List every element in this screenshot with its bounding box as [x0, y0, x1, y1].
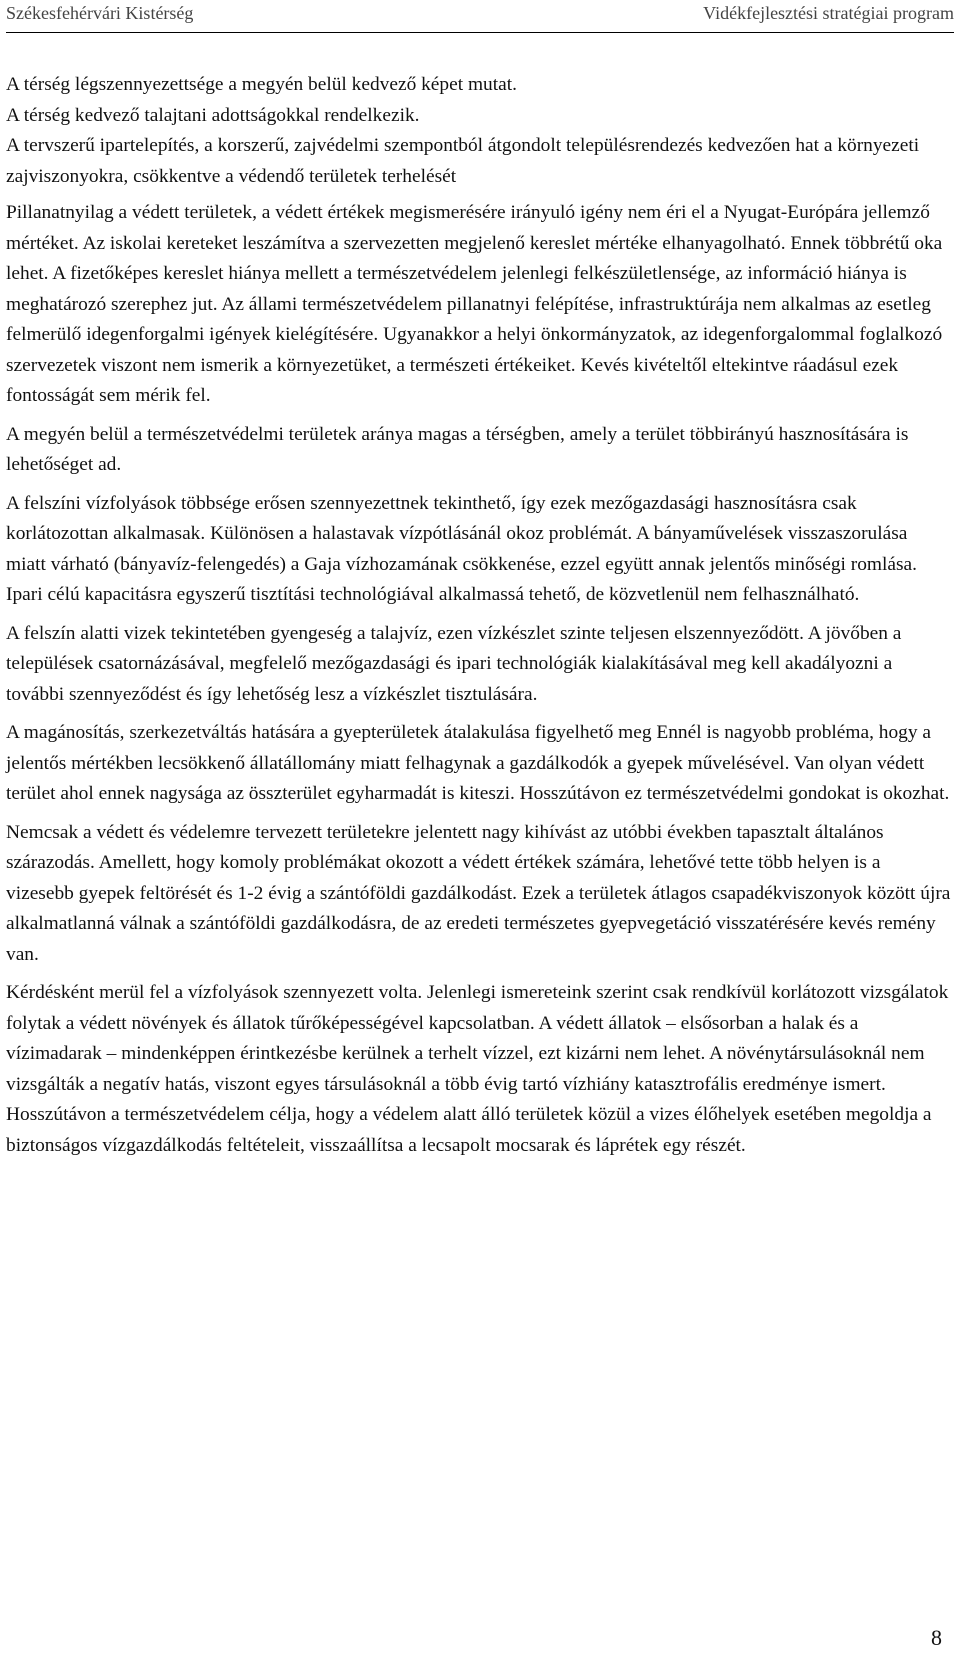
paragraph: A térség légszennyezettsége a megyén belül kedvező képet mutat.	[6, 74, 517, 95]
paragraph: Ipari célú kapacitásra egyszerű tisztítási technológiával alkalmassá tehető, de közvetlenül nem felhasználható.	[6, 584, 860, 605]
paragraph: A magánosítás, szerkezetváltás hatására a gyepterületek átalakulása figyelhető meg Ennél is nagyobb probléma, hogy a jelentős mértékben lecsökkenő állatállomány miatt felhagynak a gazdálkodók a gyepek művelésével. Van olyan védett terület ahol ennek nagysága az összterület egyharmadát is kiteszi. Hosszútávon ez természetvédelmi gondokat is okozhat.	[6, 722, 950, 804]
paragraph: Pillanatnyilag a védett területek, a védett értékek megismerésére irányuló igény nem éri el a Nyugat-Európára jellemző mértéket. Az iskolai kereteket leszámítva a szervezetten megjelenő kereslet mértéke elhanyagolható. Ennek többrétű oka lehet. A fizetőképes kereslet hiánya mellett a természetvédelem jelenlegi felkészületlensége, az információ hiánya is meghatározó szerephez jut. Az állami természetvédelem pillanatnyi felépítése, infrastruktúrája nem alkalmas az esetleg felmerülő idegenforgalmi igények kielégítésére. Ugyanakkor a helyi önkormányzatok, az idegenforgalommal foglalkozó szervezetek viszont nem ismerik a környezetüket, a természeti értékeiket. Kevés kivételtől eltekintve ráadásul ezek fontosságát sem mérik fel.	[6, 202, 943, 406]
page-header	[6, 0, 954, 33]
header-right-title: Vidékfejlesztési stratégiai program	[703, 3, 954, 23]
paragraph: Kérdésként merül fel a vízfolyások szennyezett volta. Jelenlegi ismereteink szerint csak rendkívül korlátozott vizsgálatok folytak a védett növények és állatok tűrőképességével kapcsolatban. A védett állatok – elsősorban a halak és a vízimadarak – mindenképpen érintkezésbe kerülnek a terhelt vízzel, ezt kizárni nem lehet. A növénytársulásoknál nem vizsgálták a negatív hatás, viszont egyes társulásoknál a több évig tartó vízhiány katasztrofális eredménye ismert. Hosszútávon a természetvédelem célja, hogy a védelem alatt álló területek közül a vizes élőhelyek esetében megoldja a biztonságos vízgazdálkodás feltételeit, visszaállítsa a lecsapolt mocsarak és láprétek egy részét.	[6, 982, 949, 1156]
paragraph: A megyén belül a természetvédelmi területek aránya magas a térségben, amely a terület többirányú hasznosítására is lehetőséget ad.	[6, 423, 909, 475]
document-body	[6, 70, 952, 1161]
paragraph: A térség kedvező talajtani adottságokkal rendelkezik.	[6, 104, 420, 126]
paragraph: A felszíni vízfolyások többsége erősen szennyezettnek tekinthető, így ezek mezőgazdasági hasznosításra csak korlátozottan alkalmasak. Különösen a halastavak vízpótlásánál okoz problémát. A bányaművelések visszaszorulása miatt várható (bányavíz-felengedés) a Gaja vízhozamának csökkenése, ezzel együtt annak jelentős minőségi romlása.	[6, 492, 917, 575]
paragraph: A felszín alatti vizek tekintetében gyengeség a talajvíz, ezen vízkészlet szinte teljesen elszennyeződött. A jövőben a települések csatornázásával, megfelelő mezőgazdasági és ipari technológiák kialakításával meg kell akadályozni a további szennyeződést és így lehetőség lesz a vízkészlet tisztulására.	[6, 622, 902, 705]
paragraph: Nemcsak a védett és védelemre tervezett területekre jelentett nagy kihívást az utóbbi években tapasztalt általános szárazodás. Amellett, hogy komoly problémákat okozott a védett értékek számára, lehetővé tette több helyen is a vizesebb gyepek feltörését és 1-2 évig a szántóföldi gazdálkodást. Ezek a területek átlagos csapadékviszonyok között újra alkalmatlanná válnak a szántóföldi gazdálkodásra, de az eredeti természetes gyepvegetáció visszatérésére kevés remény van.	[6, 821, 951, 965]
header-left-title: Székesfehérvári Kistérség	[6, 3, 194, 23]
page-number: 8	[931, 1625, 942, 1650]
paragraph: A tervszerű ipartelepítés, a korszerű, zajvédelmi szempontból átgondolt településrendezés kedvezően hat a környezeti zajviszonyokra, csökkentve a védendő területek terhelését	[6, 135, 920, 187]
